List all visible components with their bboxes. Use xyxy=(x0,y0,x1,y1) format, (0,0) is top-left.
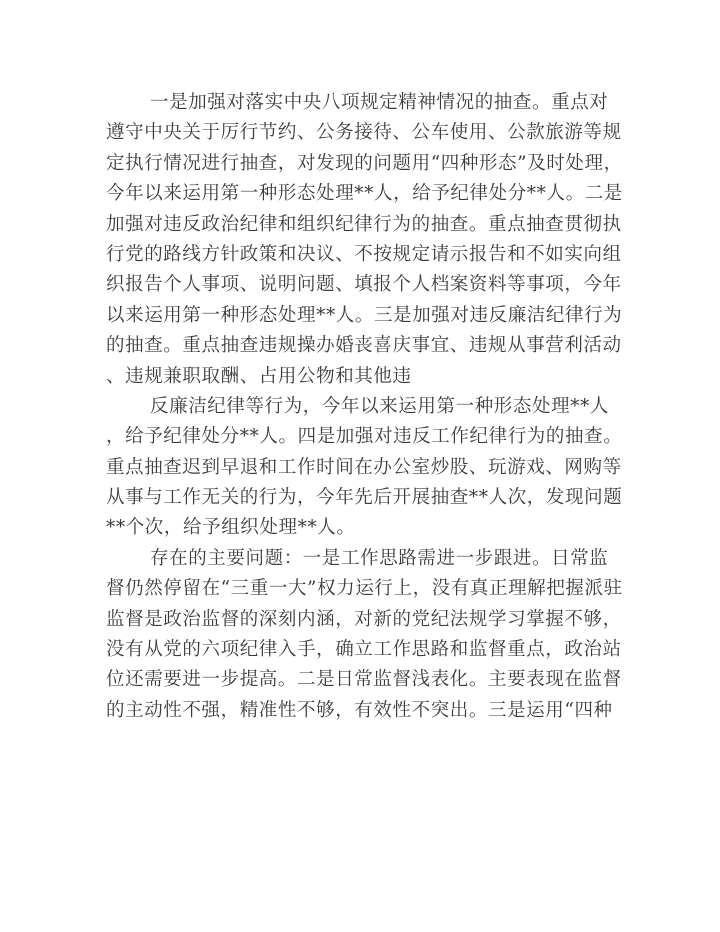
text-line: 督仍然停留在“三重一大”权力运行上，没有真正理解把握派驻 xyxy=(106,578,623,600)
text-line: **个次，给予组织处理**人。 xyxy=(106,517,356,539)
text-line: ，给予纪律处分**人。四是加强对违反工作纪律行为的抽查。 xyxy=(106,426,623,448)
text-line: 从事与工作无关的行为，今年先后开展抽查**人次，发现问题 xyxy=(106,487,623,509)
text-line: 定执行情况进行抽查，对发现的问题用“四种形态”及时处理， xyxy=(106,152,623,174)
paragraph-1 xyxy=(106,88,626,392)
text-line: 反廉洁纪律等行为，今年以来运用第一种形态处理**人 xyxy=(150,395,610,417)
text-line: 一是加强对落实中央八项规定精神情况的抽查。重点对 xyxy=(150,92,609,113)
text-line: 行党的路线方针政策和决议、不按规定请示报告和不如实向组 xyxy=(106,243,622,265)
text-line: 存在的主要问题：一是工作思路需进一步跟进。日常监 xyxy=(150,547,609,569)
text-line: 今年以来运用第一种形态处理**人，给予纪律处分**人。二是 xyxy=(106,183,623,205)
text-line: 、违规兼职取酬、占用公物和其他违 xyxy=(106,365,412,387)
document-body xyxy=(106,88,626,726)
text-line: 加强对违反政治纪律和组织纪律行为的抽查。重点抽查贯彻执 xyxy=(106,213,622,235)
text-line: 织报告个人事项、说明问题、填报个人档案资料等事项，今年 xyxy=(106,274,622,296)
text-line: 的抽查。重点抽查违规操办婚丧喜庆事宜、违规从事营利活动 xyxy=(106,335,622,357)
text-line: 位还需要进一步提高。二是日常监督浅表化。主要表现在监督 xyxy=(106,669,622,691)
text-line: 没有从党的六项纪律入手，确立工作思路和监督重点，政治站 xyxy=(106,639,622,661)
text-line: 监督是政治监督的深刻内涵，对新的党纪法规学习掌握不够， xyxy=(106,608,622,630)
paragraph-3 xyxy=(106,544,626,726)
text-line: 重点抽查迟到早退和工作时间在办公室炒股、玩游戏、网购等 xyxy=(106,456,622,478)
text-line: 的主动性不强，精准性不够，有效性不突出。三是运用“四种 xyxy=(106,699,613,721)
text-line: 以来运用第一种形态处理**人。三是加强对违反廉洁纪律行为 xyxy=(106,304,623,326)
text-line: 遵守中央关于厉行节约、公务接待、公车使用、公款旅游等规 xyxy=(106,122,622,144)
paragraph-2 xyxy=(106,392,626,544)
